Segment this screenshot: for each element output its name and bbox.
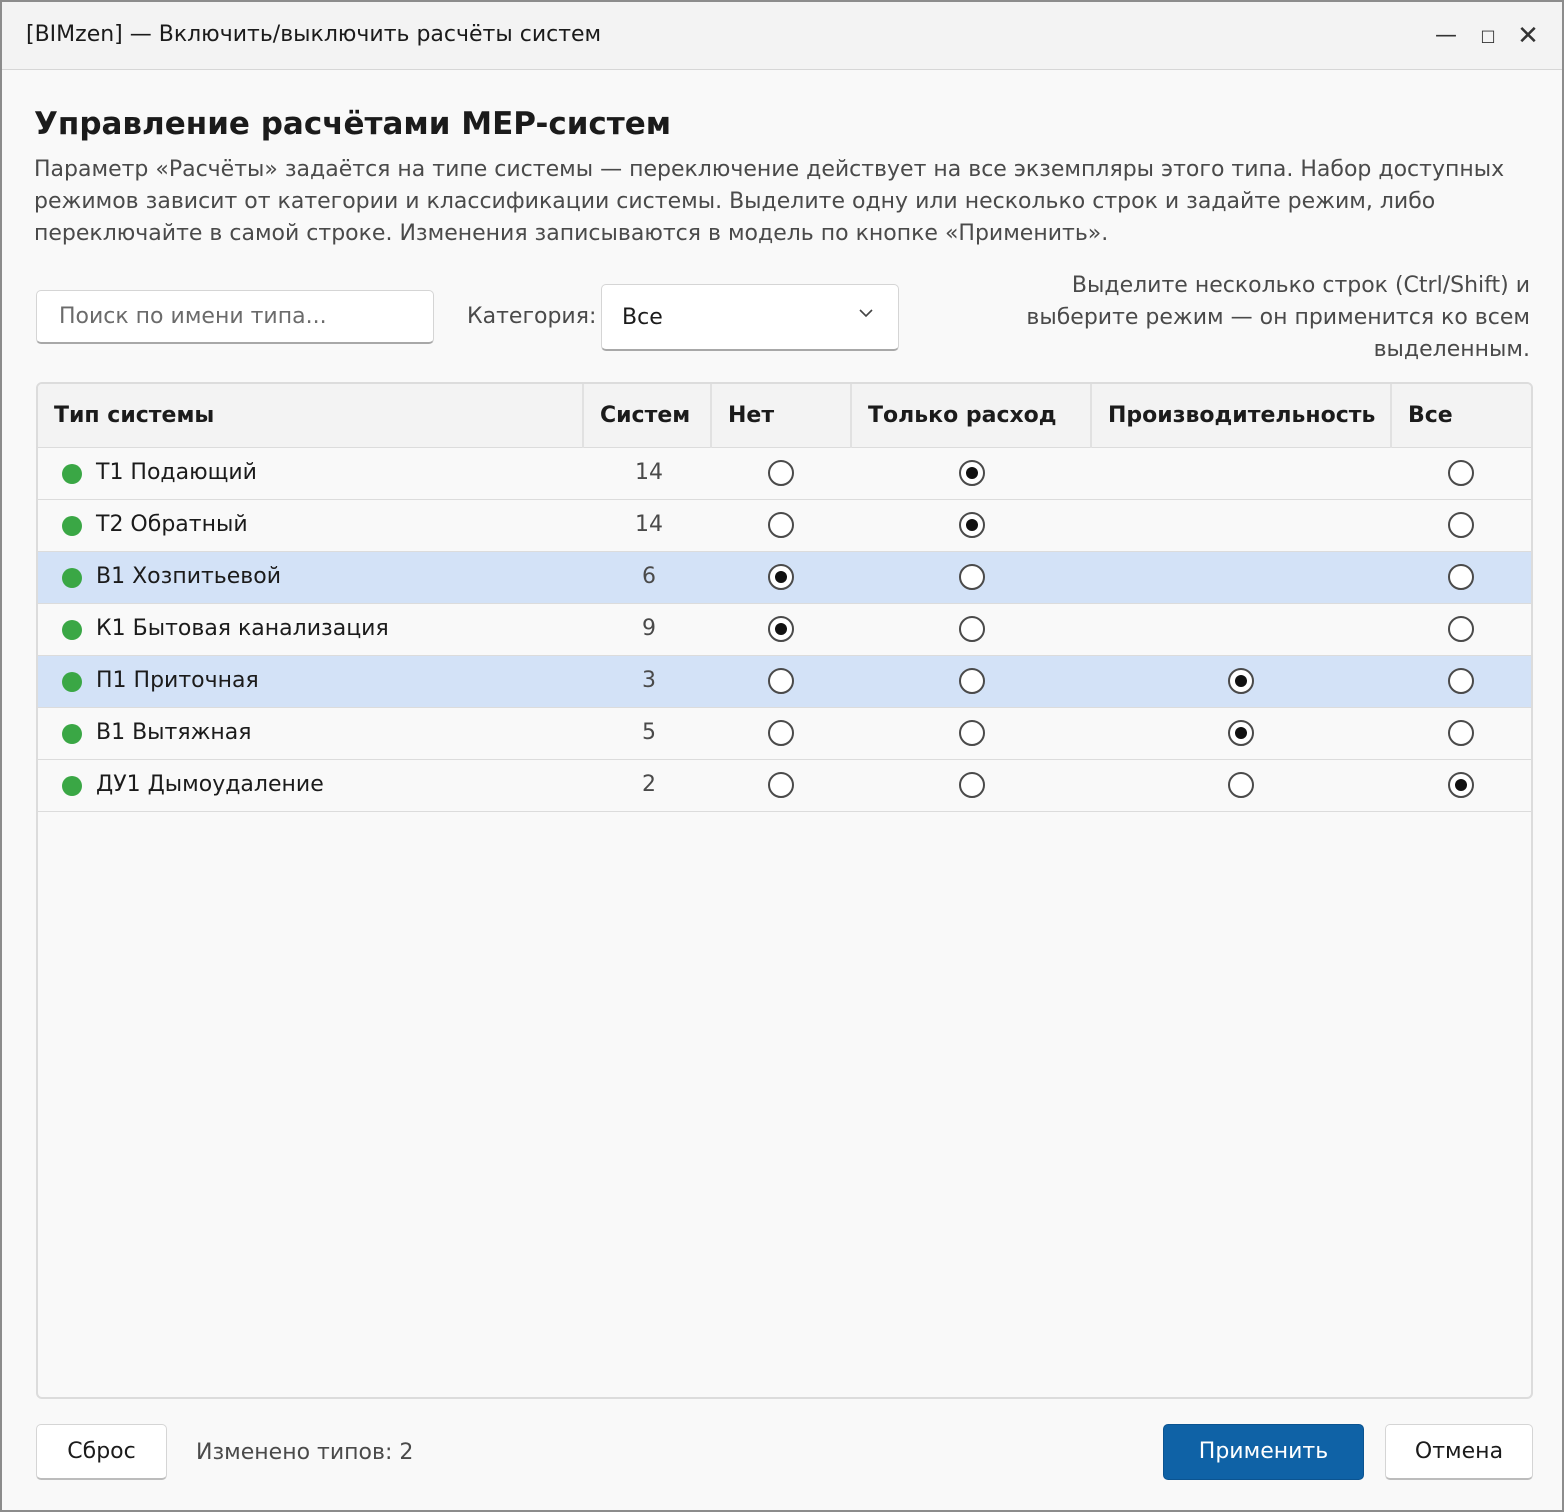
cancel-button[interactable]: Отмена [1385, 1424, 1533, 1480]
grid-header [38, 384, 1531, 448]
table-row[interactable] [38, 656, 1531, 708]
radio-none[interactable] [768, 616, 794, 642]
systems-grid [36, 382, 1533, 1399]
system-type-name: В1 Хозпитьевой [96, 564, 282, 589]
system-type-name: Т2 Обратный [96, 512, 248, 537]
radio-flow[interactable] [959, 668, 985, 694]
radio-flow[interactable] [959, 720, 985, 746]
table-row[interactable] [38, 500, 1531, 552]
system-count: 3 [642, 668, 656, 693]
radio-perf[interactable] [1228, 720, 1254, 746]
system-count: 2 [642, 772, 656, 797]
system-count: 9 [642, 616, 656, 641]
status-dot-icon [62, 620, 82, 640]
title-bar [2, 2, 1562, 70]
table-row[interactable] [38, 708, 1531, 760]
radio-none[interactable] [768, 460, 794, 486]
radio-flow[interactable] [959, 460, 985, 486]
radio-perf[interactable] [1228, 668, 1254, 694]
radio-all[interactable] [1448, 616, 1474, 642]
system-type-name: Т1 Подающий [96, 460, 257, 485]
system-type-name: П1 Приточная [96, 668, 259, 693]
radio-flow[interactable] [959, 512, 985, 538]
apply-button[interactable]: Применить [1163, 1424, 1364, 1480]
radio-flow[interactable] [959, 564, 985, 590]
column-header-type[interactable]: Тип системы [38, 384, 584, 448]
radio-all[interactable] [1448, 668, 1474, 694]
system-type-name: В1 Вытяжная [96, 720, 252, 745]
column-header-all[interactable]: Все [1408, 403, 1453, 428]
category-dropdown[interactable] [601, 284, 899, 351]
category-value: Все [622, 305, 663, 330]
radio-none[interactable] [768, 720, 794, 746]
radio-all[interactable] [1448, 772, 1474, 798]
search-input[interactable] [36, 290, 434, 344]
system-count: 6 [642, 564, 656, 589]
system-type-name: К1 Бытовая канализация [96, 616, 389, 641]
radio-perf[interactable] [1228, 772, 1254, 798]
status-dot-icon [62, 724, 82, 744]
table-row[interactable] [38, 760, 1531, 812]
reset-button[interactable]: Сброс [36, 1424, 167, 1480]
table-row[interactable] [38, 448, 1531, 500]
radio-all[interactable] [1448, 564, 1474, 590]
radio-none[interactable] [768, 668, 794, 694]
status-dot-icon [62, 776, 82, 796]
radio-all[interactable] [1448, 460, 1474, 486]
selection-hint: Выделите несколько строк (Ctrl/Shift) и выберите режим — он применится ко всем выделенным. [1026, 273, 1530, 362]
table-row[interactable] [38, 552, 1531, 604]
table-row[interactable] [38, 604, 1531, 656]
column-header-count[interactable]: Систем [584, 384, 712, 448]
status-dot-icon [62, 516, 82, 536]
close-icon[interactable]: ✕ [1517, 21, 1539, 51]
radio-none[interactable] [768, 564, 794, 590]
chevron-down-icon [858, 305, 874, 321]
radio-flow[interactable] [959, 772, 985, 798]
status-dot-icon [62, 568, 82, 588]
system-count: 14 [635, 512, 663, 537]
system-count: 14 [635, 460, 663, 485]
status-dot-icon [62, 672, 82, 692]
maximize-icon[interactable]: □ [1480, 26, 1496, 45]
system-count: 5 [642, 720, 656, 745]
radio-none[interactable] [768, 772, 794, 798]
minimize-icon[interactable]: — [1435, 23, 1457, 48]
category-label: Категория: [467, 304, 597, 329]
radio-all[interactable] [1448, 720, 1474, 746]
window-title: [BIMzen] — Включить/выключить расчёты систем [26, 22, 602, 47]
status-dot-icon [62, 464, 82, 484]
column-header-flow[interactable]: Только расход [852, 384, 1092, 448]
changes-status: Изменено типов: 2 [196, 1440, 414, 1465]
column-header-performance[interactable]: Производительность [1092, 384, 1392, 448]
column-header-none[interactable]: Нет [712, 384, 852, 448]
page-description: Параметр «Расчёты» задаётся на типе системы — переключение действует на все экземпляры этого типа. Набор доступных режимов зависит от категории и классификации системы. Выделите одну или несколько строк и задайте режим, либо переключайте в самой строке. Изменения записываются в модель по кнопке «Применить». [34, 157, 1505, 246]
page-title: Управление расчётами MEP-систем [34, 106, 672, 142]
radio-all[interactable] [1448, 512, 1474, 538]
radio-none[interactable] [768, 512, 794, 538]
system-type-name: ДУ1 Дымоудаление [96, 772, 324, 797]
radio-flow[interactable] [959, 616, 985, 642]
